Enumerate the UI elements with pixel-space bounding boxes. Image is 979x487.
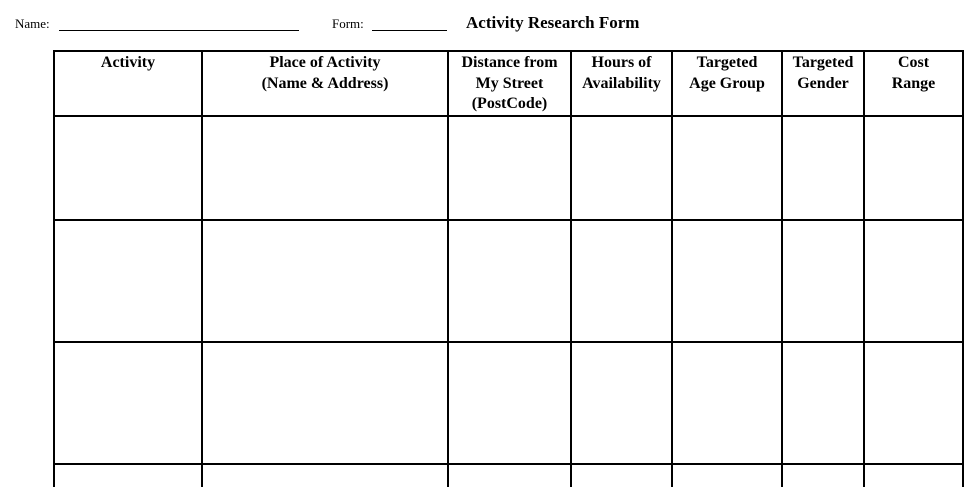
table-cell[interactable] <box>571 116 672 220</box>
table-cell[interactable] <box>54 342 202 464</box>
column-header-line: Place of Activity <box>269 54 381 71</box>
form-field[interactable] <box>372 30 447 31</box>
column-header-line: My Street <box>475 74 544 92</box>
table-cell[interactable] <box>864 220 963 342</box>
table-cell[interactable] <box>202 220 448 342</box>
table-cell[interactable] <box>672 342 782 464</box>
table-cell[interactable] <box>782 220 864 342</box>
table-cell[interactable] <box>448 342 571 464</box>
table-cell[interactable] <box>54 220 202 342</box>
column-header-gender <box>782 51 864 116</box>
table-row <box>54 116 963 220</box>
table-row <box>54 342 963 464</box>
header-row <box>54 51 963 116</box>
table-cell[interactable] <box>571 464 672 487</box>
form-header <box>0 13 979 33</box>
column-header-line: Distance from <box>461 54 558 71</box>
column-header-age-group <box>672 51 782 116</box>
column-header-activity <box>54 51 202 116</box>
table-cell[interactable] <box>782 464 864 487</box>
table-cell[interactable] <box>672 116 782 220</box>
column-header-line: (PostCode) <box>471 95 548 112</box>
table-cell[interactable] <box>864 116 963 220</box>
name-label: Name: <box>15 16 50 31</box>
column-header-place <box>202 51 448 116</box>
column-header-line: Availability <box>582 74 661 92</box>
activity-table <box>53 50 964 487</box>
column-header-cost <box>864 51 963 116</box>
table-cell[interactable] <box>571 220 672 342</box>
name-field[interactable] <box>59 30 299 31</box>
page-title: Activity Research Form <box>466 13 640 32</box>
form-label: Form: <box>332 16 364 31</box>
table-cell[interactable] <box>448 116 571 220</box>
table-cell[interactable] <box>448 220 571 342</box>
table-cell[interactable] <box>571 342 672 464</box>
table-cell[interactable] <box>782 342 864 464</box>
table-cell[interactable] <box>672 220 782 342</box>
table-cell[interactable] <box>202 116 448 220</box>
column-header-line: Range <box>891 74 936 92</box>
column-header-line: Targeted <box>696 54 758 71</box>
column-header-line: (Name & Address) <box>261 74 389 92</box>
column-header-line: Age Group <box>689 74 765 92</box>
column-header-line: Gender <box>797 74 849 92</box>
table-cell[interactable] <box>864 464 963 487</box>
table-cell[interactable] <box>202 464 448 487</box>
table-cell[interactable] <box>54 464 202 487</box>
table-cell[interactable] <box>864 342 963 464</box>
table-cell[interactable] <box>54 116 202 220</box>
column-header-hours <box>571 51 672 116</box>
table-cell[interactable] <box>782 116 864 220</box>
table-row <box>54 220 963 342</box>
table-cell[interactable] <box>672 464 782 487</box>
column-header-line: Hours of <box>591 54 652 71</box>
column-header-line: Targeted <box>792 54 854 71</box>
column-header-line: Cost <box>897 54 930 71</box>
column-header-distance <box>448 51 571 116</box>
table-cell[interactable] <box>202 342 448 464</box>
table-row <box>54 464 963 487</box>
column-header-line: Activity <box>100 54 156 71</box>
table-cell[interactable] <box>448 464 571 487</box>
